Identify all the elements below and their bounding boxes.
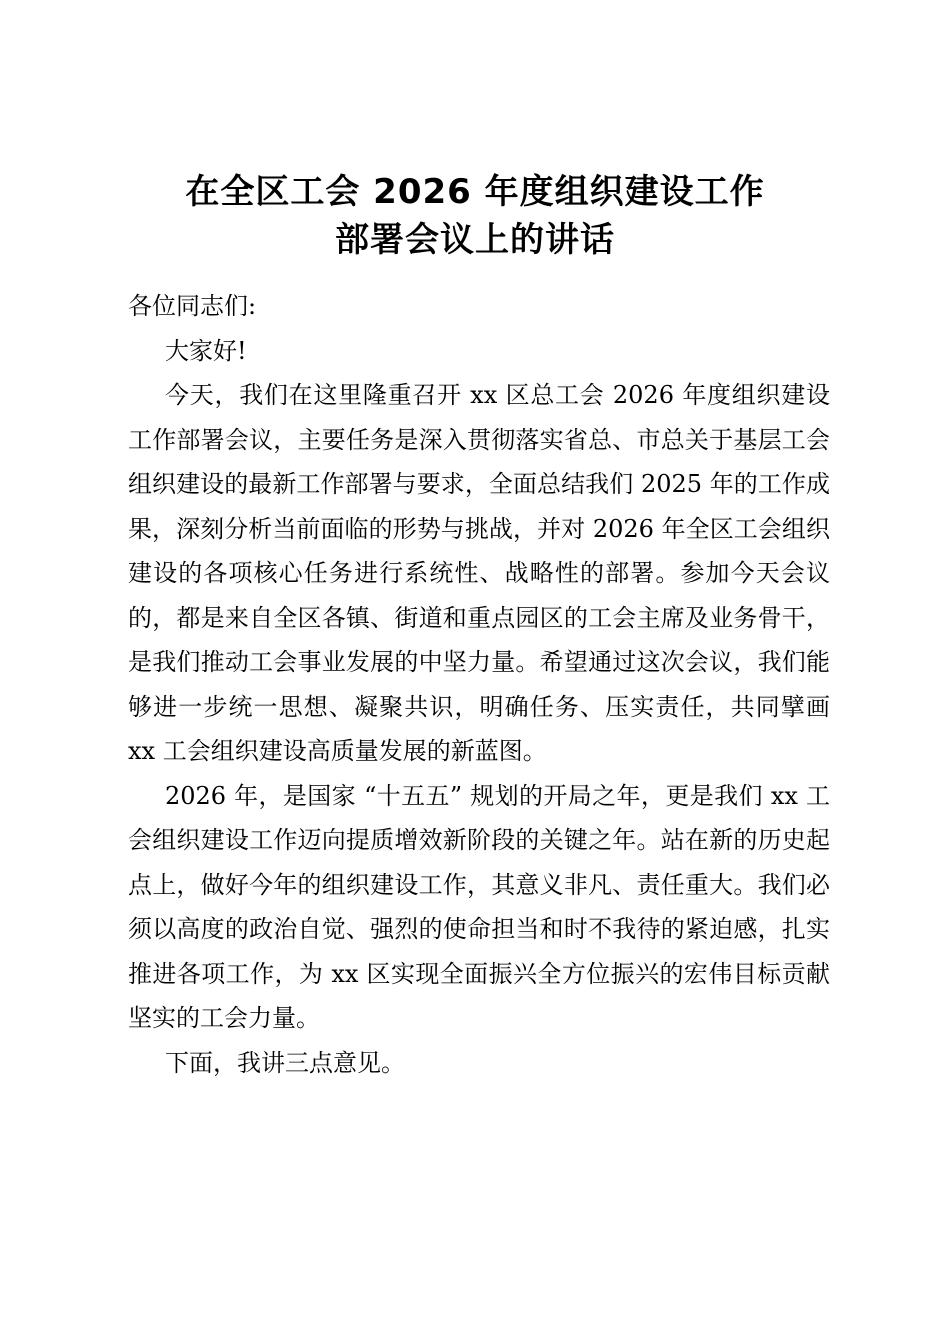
salutation: 各位同志们: — [128, 292, 257, 320]
paragraph-introduction: 今天，我们在这里隆重召开 xx 区总工会 2026 年度组织建设工作部署会议，主要任务是深入贯彻落实省总、市总关于基层工会组织建设的最新工作部署与要求，全面总结我们 2025 年的工作成果，深刻分析当前面临的形势与挑战，并对 2026 年全区工会组织建设的各项核心任务进行系统性、战略性的部署。参加今天会议的，都是来自全区各镇、街道和重点园区的工会主席及业务骨干，是我们推动工会事业发展的中坚力量。希望通过这次会议，我们能够进一步统一思想、凝聚共识，明确任务、压实责任，共同擘画 xx 工会组织建设高质量发展的新蓝图。 — [128, 381, 830, 765]
paragraph-greeting: 大家好! — [165, 336, 247, 365]
paragraph-transition: 下面，我讲三点意见。 — [165, 1048, 405, 1077]
paragraph-significance: 2026 年，是国家 “十五五” 规划的开局之年，更是我们 xx 工会组织建设工作迈向提质增效新阶段的关键之年。站在新的历史起点上，做好今年的组织建设工作，其意义非凡、责任重大。我们必须以高度的政治自觉、强烈的使命担当和时不我待的紧迫感，扎实推进各项工作，为 xx 区实现全面振兴全方位振兴的宏伟目标贡献坚实的工会力量。 — [128, 781, 830, 1032]
document-title-line-1: 在全区工会 2026 年度组织建设工作 — [185, 172, 765, 212]
document-title-line-2: 部署会议上的讲话 — [335, 220, 615, 260]
document-body — [128, 284, 830, 1085]
